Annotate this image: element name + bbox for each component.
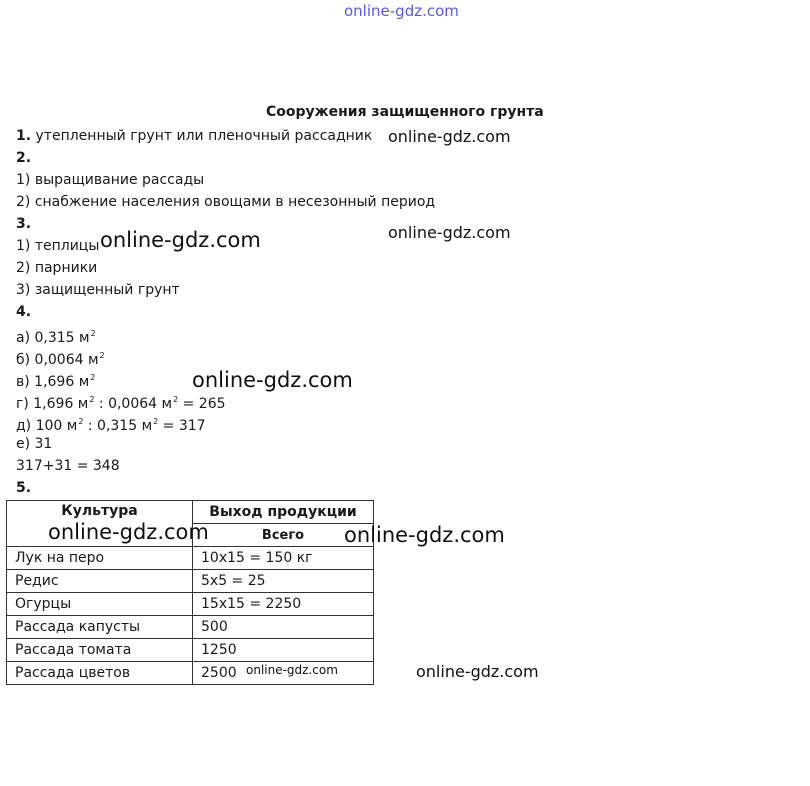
crop-cell: Рассада капусты — [7, 616, 193, 639]
column-subheader-total: Всего — [193, 524, 374, 547]
superscript: 2 — [78, 417, 84, 426]
question-number-3: 3. — [16, 216, 32, 232]
answer-4-g-part2: : 0,0064 м — [94, 396, 173, 412]
superscript: 2 — [99, 351, 105, 360]
answer-4-b-text: б) 0,0064 м — [16, 352, 99, 368]
answer-4-d-part3: = 317 — [158, 418, 206, 434]
answer-4-g-part1: г) 1,696 м — [16, 396, 89, 412]
column-header-yield: Выход продукции — [193, 501, 374, 524]
superscript: 2 — [153, 417, 159, 426]
answer-4-g-part3: = 265 — [178, 396, 226, 412]
watermark: online-gdz.com — [416, 662, 539, 681]
crop-cell: Огурцы — [7, 593, 193, 616]
question-number-5: 5. — [16, 480, 32, 496]
answer-4-d-part2: : 0,315 м — [83, 418, 153, 434]
yield-cell: 10х15 = 150 кг — [193, 547, 374, 570]
answer-2-item-1: 1) выращивание рассады — [16, 172, 205, 188]
answer-3-item-2: 2) парники — [16, 260, 98, 276]
table-row — [7, 593, 374, 616]
answer-4-v-text: в) 1,696 м — [16, 374, 90, 390]
yield-cell: 2500 — [193, 662, 374, 685]
answer-4-a-text: а) 0,315 м — [16, 330, 90, 346]
answer-2-item-2: 2) снабжение населения овощами в несезонный период — [16, 194, 436, 210]
yield-cell: 1250 — [193, 639, 374, 662]
column-header-crop: Культура — [7, 501, 193, 547]
crop-cell: Редис — [7, 570, 193, 593]
answer-1-text: утепленный грунт или пленочный рассадник — [35, 128, 373, 144]
question-number-2: 2. — [16, 150, 32, 166]
table-row — [7, 639, 374, 662]
superscript: 2 — [90, 373, 96, 382]
superscript: 2 — [173, 395, 179, 404]
watermark: online-gdz.com — [344, 523, 505, 547]
question-number-1: 1. — [16, 128, 32, 144]
yield-cell: 15х15 = 2250 — [193, 593, 374, 616]
watermark: online-gdz.com — [388, 223, 511, 242]
page-title: Сооружения защищенного грунта — [266, 104, 544, 120]
watermark: online-gdz.com — [388, 127, 511, 146]
table-row — [7, 547, 374, 570]
table-row — [7, 616, 374, 639]
answer-1 — [16, 125, 372, 147]
crop-cell: Рассада цветов — [7, 662, 193, 685]
watermark: online-gdz.com — [100, 228, 261, 252]
watermark: online-gdz.com — [48, 520, 209, 544]
watermark: online-gdz.com — [246, 663, 338, 677]
answer-4-sum: 317+31 = 348 — [16, 458, 120, 474]
answer-3-item-3: 3) защищенный грунт — [16, 282, 180, 298]
superscript: 2 — [90, 329, 96, 338]
watermark: online-gdz.com — [192, 368, 353, 392]
crop-cell: Рассада томата — [7, 639, 193, 662]
answer-3-item-1: 1) теплицы — [16, 238, 100, 254]
yield-cell: 5х5 = 25 — [193, 570, 374, 593]
superscript: 2 — [89, 395, 95, 404]
watermark-top: online-gdz.com — [344, 2, 459, 20]
answer-4-d-part1: д) 100 м — [16, 418, 78, 434]
question-number-4: 4. — [16, 304, 32, 320]
answer-4-e: е) 31 — [16, 436, 53, 452]
yield-cell: 500 — [193, 616, 374, 639]
crop-cell: Лук на перо — [7, 547, 193, 570]
table-row — [7, 570, 374, 593]
